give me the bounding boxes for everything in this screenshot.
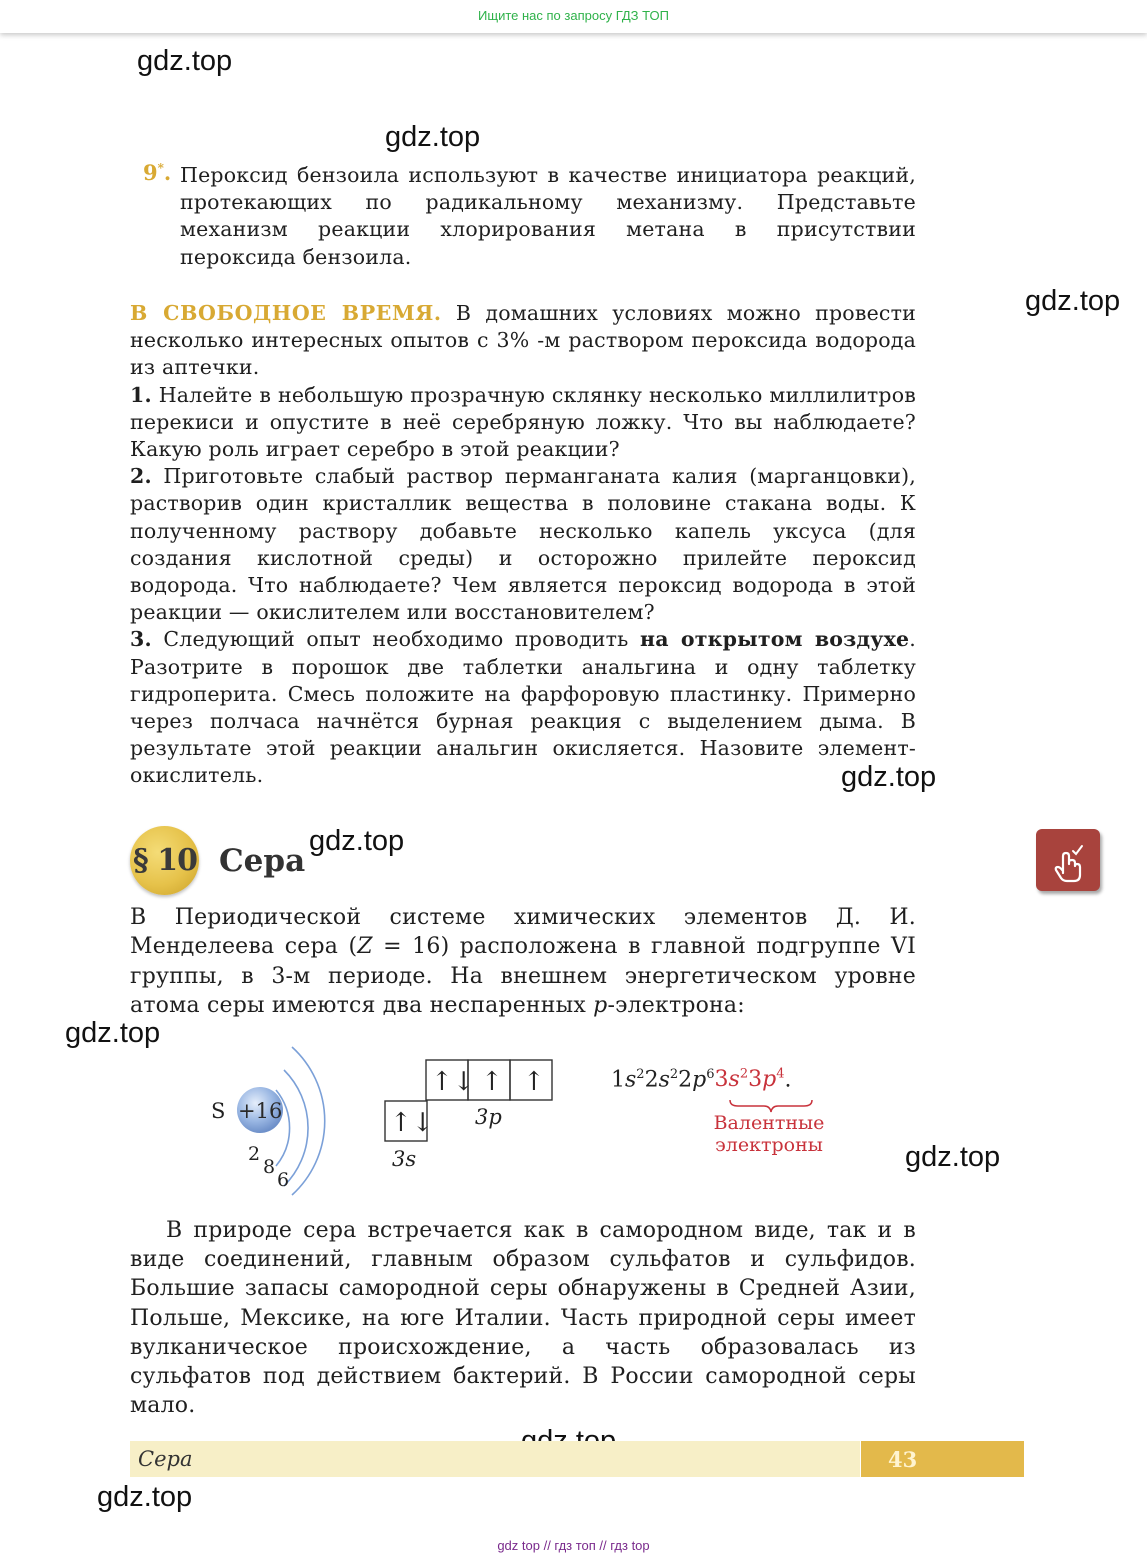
sulfur-in-nature-paragraph: В природе сера встречается как в самородном виде, так и в виде соединений, главным образом сульфатов и сульфидов. Большие запасы самородной серы обнаружены в Средней Азии, Польше, Мексике, на юге Италии. Часть природной серы имеет вулканическое происхождение, а часть образовалась из сульфатов под действием бактерий. В России самородной серы мало.	[130, 1218, 916, 1419]
unpaired-electron-arrow: ↑	[523, 1067, 545, 1097]
valence-electrons-label: Валентные электроны	[713, 1112, 825, 1156]
item-number: 1.	[130, 382, 152, 407]
bottom-links[interactable]: gdz top // гдз топ // гдз top	[497, 1538, 650, 1553]
nuclear-charge: +16	[238, 1099, 283, 1123]
footer-chapter-title: Сера	[138, 1447, 193, 1471]
page-number-box	[861, 1441, 1024, 1477]
watermark: gdz.top	[1025, 285, 1121, 317]
paired-electron-arrows: ↑↓	[390, 1108, 434, 1138]
watermark: gdz.top	[905, 1141, 1001, 1173]
task-number: 9*.	[143, 160, 172, 185]
paired-electron-arrows: ↑↓	[431, 1067, 475, 1097]
element-symbol: S	[211, 1099, 226, 1123]
electron-configuration: $1s^22s^22p^63s^23p^4$.	[611, 1067, 792, 1093]
sublevel-label-3s: 3s	[392, 1147, 417, 1171]
touch-hand-button[interactable]	[1036, 829, 1100, 891]
experiment-3-bold: на открытом воздухе	[640, 627, 910, 652]
sulfur-intro-paragraph: В Периодической системе химических элементов Д. И. Менделеева сера (Z = 16) расположена в главной подгруппе VI группы, в 3-м периоде. На внешнем энергетическом уровне атома серы имеются два неспаренных p-электрона:	[130, 905, 916, 1018]
experiment-3-a: Следующий опыт необходимо проводить	[163, 627, 629, 652]
section-number: § 10	[133, 843, 197, 878]
watermark: gdz.top	[65, 1017, 161, 1049]
experiment-2: Приготовьте слабый раствор перманганата калия (марганцовки), растворив один кристаллик вещества в половине стакана воды. К полученному раствору добавьте несколько капель уксуса (для создания кислотной среды) и осторожно прилейте пероксид водорода. Что наблюдаете? Чем является пероксид водорода в этой реакции — окислителем или восстановителем?	[130, 464, 916, 625]
orbital-diagram	[380, 1055, 560, 1180]
watermark: gdz.top	[385, 121, 481, 153]
free-time-block	[130, 300, 916, 790]
watermark: gdz.top	[309, 825, 405, 857]
free-time-intro: В домашних условиях можно провести несколько интересных опытов с 3% -м раствором пероксида водорода из аптечки.	[130, 301, 916, 380]
sublevel-label-3p: 3p	[475, 1105, 502, 1129]
experiment-1: Налейте в небольшую прозрачную склянку несколько миллилитров перекиси и опустите в неё серебряную ложку. Что вы наблюдаете? Какую роль играет серебро в этой реакции?	[130, 382, 916, 462]
search-banner	[0, 0, 1147, 33]
item-number: 2.	[130, 464, 152, 489]
free-time-heading: В СВОБОДНОЕ ВРЕМЯ.	[130, 301, 442, 325]
shell-electron-count: 6	[277, 1169, 290, 1191]
experiment-3-b: . Разотрите в порошок две таблетки анальгина и одну таблетку гидроперита. Смесь положите на фарфоровую пластинку. Примерно через полчаса начнётся бурная реакция с выделением дыма. В результате этой реакции анальгин окисляется. Назовите элемент-окислитель.	[130, 627, 917, 788]
section-title: Сера	[219, 843, 306, 879]
shell-electron-count: 8	[263, 1156, 276, 1178]
shell-electron-count: 2	[248, 1143, 261, 1165]
task-9-text: Пероксид бензоила используют в качестве инициатора реакций, протекающих по радикальному механизму. Представьте механизм реакции хлорирования метана в присутствии пероксида бензоила.	[180, 163, 916, 269]
watermark: gdz.top	[137, 45, 233, 77]
search-banner-text: Ищите нас по запросу ГДЗ ТОП	[478, 8, 669, 23]
footer-band	[130, 1441, 860, 1477]
atom-shell-diagram	[200, 1040, 360, 1200]
watermark: gdz.top	[97, 1481, 193, 1513]
page-number: 43	[888, 1447, 918, 1472]
unpaired-electron-arrow: ↑	[481, 1067, 503, 1097]
item-number: 3.	[130, 627, 152, 652]
watermark: gdz.top	[841, 761, 937, 793]
touch-hand-icon	[1036, 829, 1100, 891]
